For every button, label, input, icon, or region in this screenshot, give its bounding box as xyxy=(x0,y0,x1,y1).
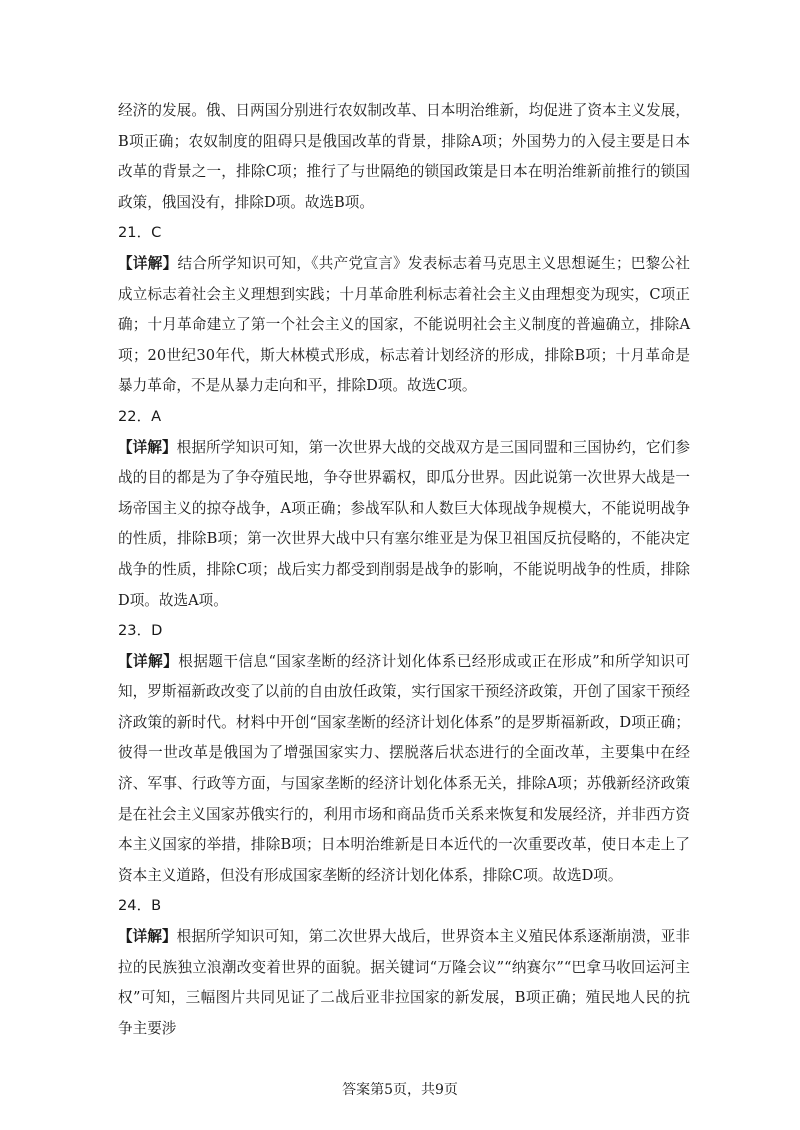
explanation-22 xyxy=(118,433,690,617)
answer-content xyxy=(118,96,690,1044)
explanation-21 xyxy=(118,249,690,402)
paragraph-continued xyxy=(118,96,690,218)
question-number-23: 23．D xyxy=(118,622,163,640)
paragraph-text: 经济的发展。俄、日两国分别进行农奴制改革、日本明治维新，均促进了资本主义发展，B项正确；农奴制度的阻碍只是俄国改革的背景，排除A项；外国势力的入侵主要是日本改革的背景之一，排除C项；推行了与世隔绝的锁国政策是日本在明治维新前推行的锁国政策，俄国没有，排除D项。故选B项。 xyxy=(118,102,690,211)
question-number-22: 22．A xyxy=(118,407,162,425)
detail-tag: 【详解】 xyxy=(118,928,177,946)
page-footer: 答案第5页，共9页 xyxy=(342,1082,458,1098)
explanation-24 xyxy=(118,922,690,1044)
explanation-text: 根据所学知识可知，第二次世界大战后，世界资本主义殖民体系逐渐崩溃，亚非拉的民族独立浪潮改变着世界的面貌。据关键词“万隆会议”“纳赛尔”“巴拿马收回运河主权”可知，三幅图片共同见证了二战后亚非拉国家的新发展，B项正确；殖民地人民的抗争主要涉 xyxy=(118,928,690,1037)
detail-tag: 【详解】 xyxy=(118,254,178,272)
detail-tag: 【详解】 xyxy=(118,438,177,456)
explanation-text: 结合所学知识可知，《共产党宣言》发表标志着马克思主义思想诞生；巴黎公社成立标志着社会主义理想到实践；十月革命胜利标志着社会主义由理想变为现实，C项正确；十月革命建立了第一个社会主义的国家，不能说明社会主义制度的普遍确立，排除A项；20世纪30年代，斯大林模式形成，标志着计划经济的形成，排除B项；十月革命是暴力革命，不是从暴力走向和平，排除D项。故选C项。 xyxy=(118,254,690,395)
detail-tag: 【详解】 xyxy=(118,652,179,670)
question-number-24: 24．B xyxy=(118,897,162,915)
explanation-23 xyxy=(118,647,690,892)
explanation-text: 根据题干信息“国家垄断的经济计划化体系已经形成或正在形成”和所学知识可知，罗斯福新政改变了以前的自由放任政策，实行国家干预经济政策，开创了国家干预经济政策的新时代。材料中开创“国家垄断的经济计划化体系”的是罗斯福新政，D项正确；彼得一世改革是俄国为了增强国家实力、摆脱落后状态进行的全面改革，主要集中在经济、军事、行政等方面，与国家垄断的经济计划化体系无关，排除A项；苏俄新经济政策是在社会主义国家苏俄实行的，利用市场和商品货币关系来恢复和发展经济，并非西方资本主义国家的举措，排除B项；日本明治维新是日本近代的一次重要改革，使日本走上了资本主义道路，但没有形成国家垄断的经济计划化体系，排除C项。故选D项。 xyxy=(118,652,690,884)
explanation-text: 根据所学知识可知，第一次世界大战的交战双方是三国同盟和三国协约，它们参战的目的都是为了争夺殖民地，争夺世界霸权，即瓜分世界。因此说第一次世界大战是一场帝国主义的掠夺战争，A项正确；参战军队和人数巨大体现战争规模大，不能说明战争的性质，排除B项；第一次世界大战中只有塞尔维亚是为保卫祖国反抗侵略的，不能决定战争的性质，排除C项；战后实力都受到削弱是战争的影响，不能说明战争的性质，排除D项。故选A项。 xyxy=(118,438,690,609)
question-number-21: 21．C xyxy=(118,224,162,242)
